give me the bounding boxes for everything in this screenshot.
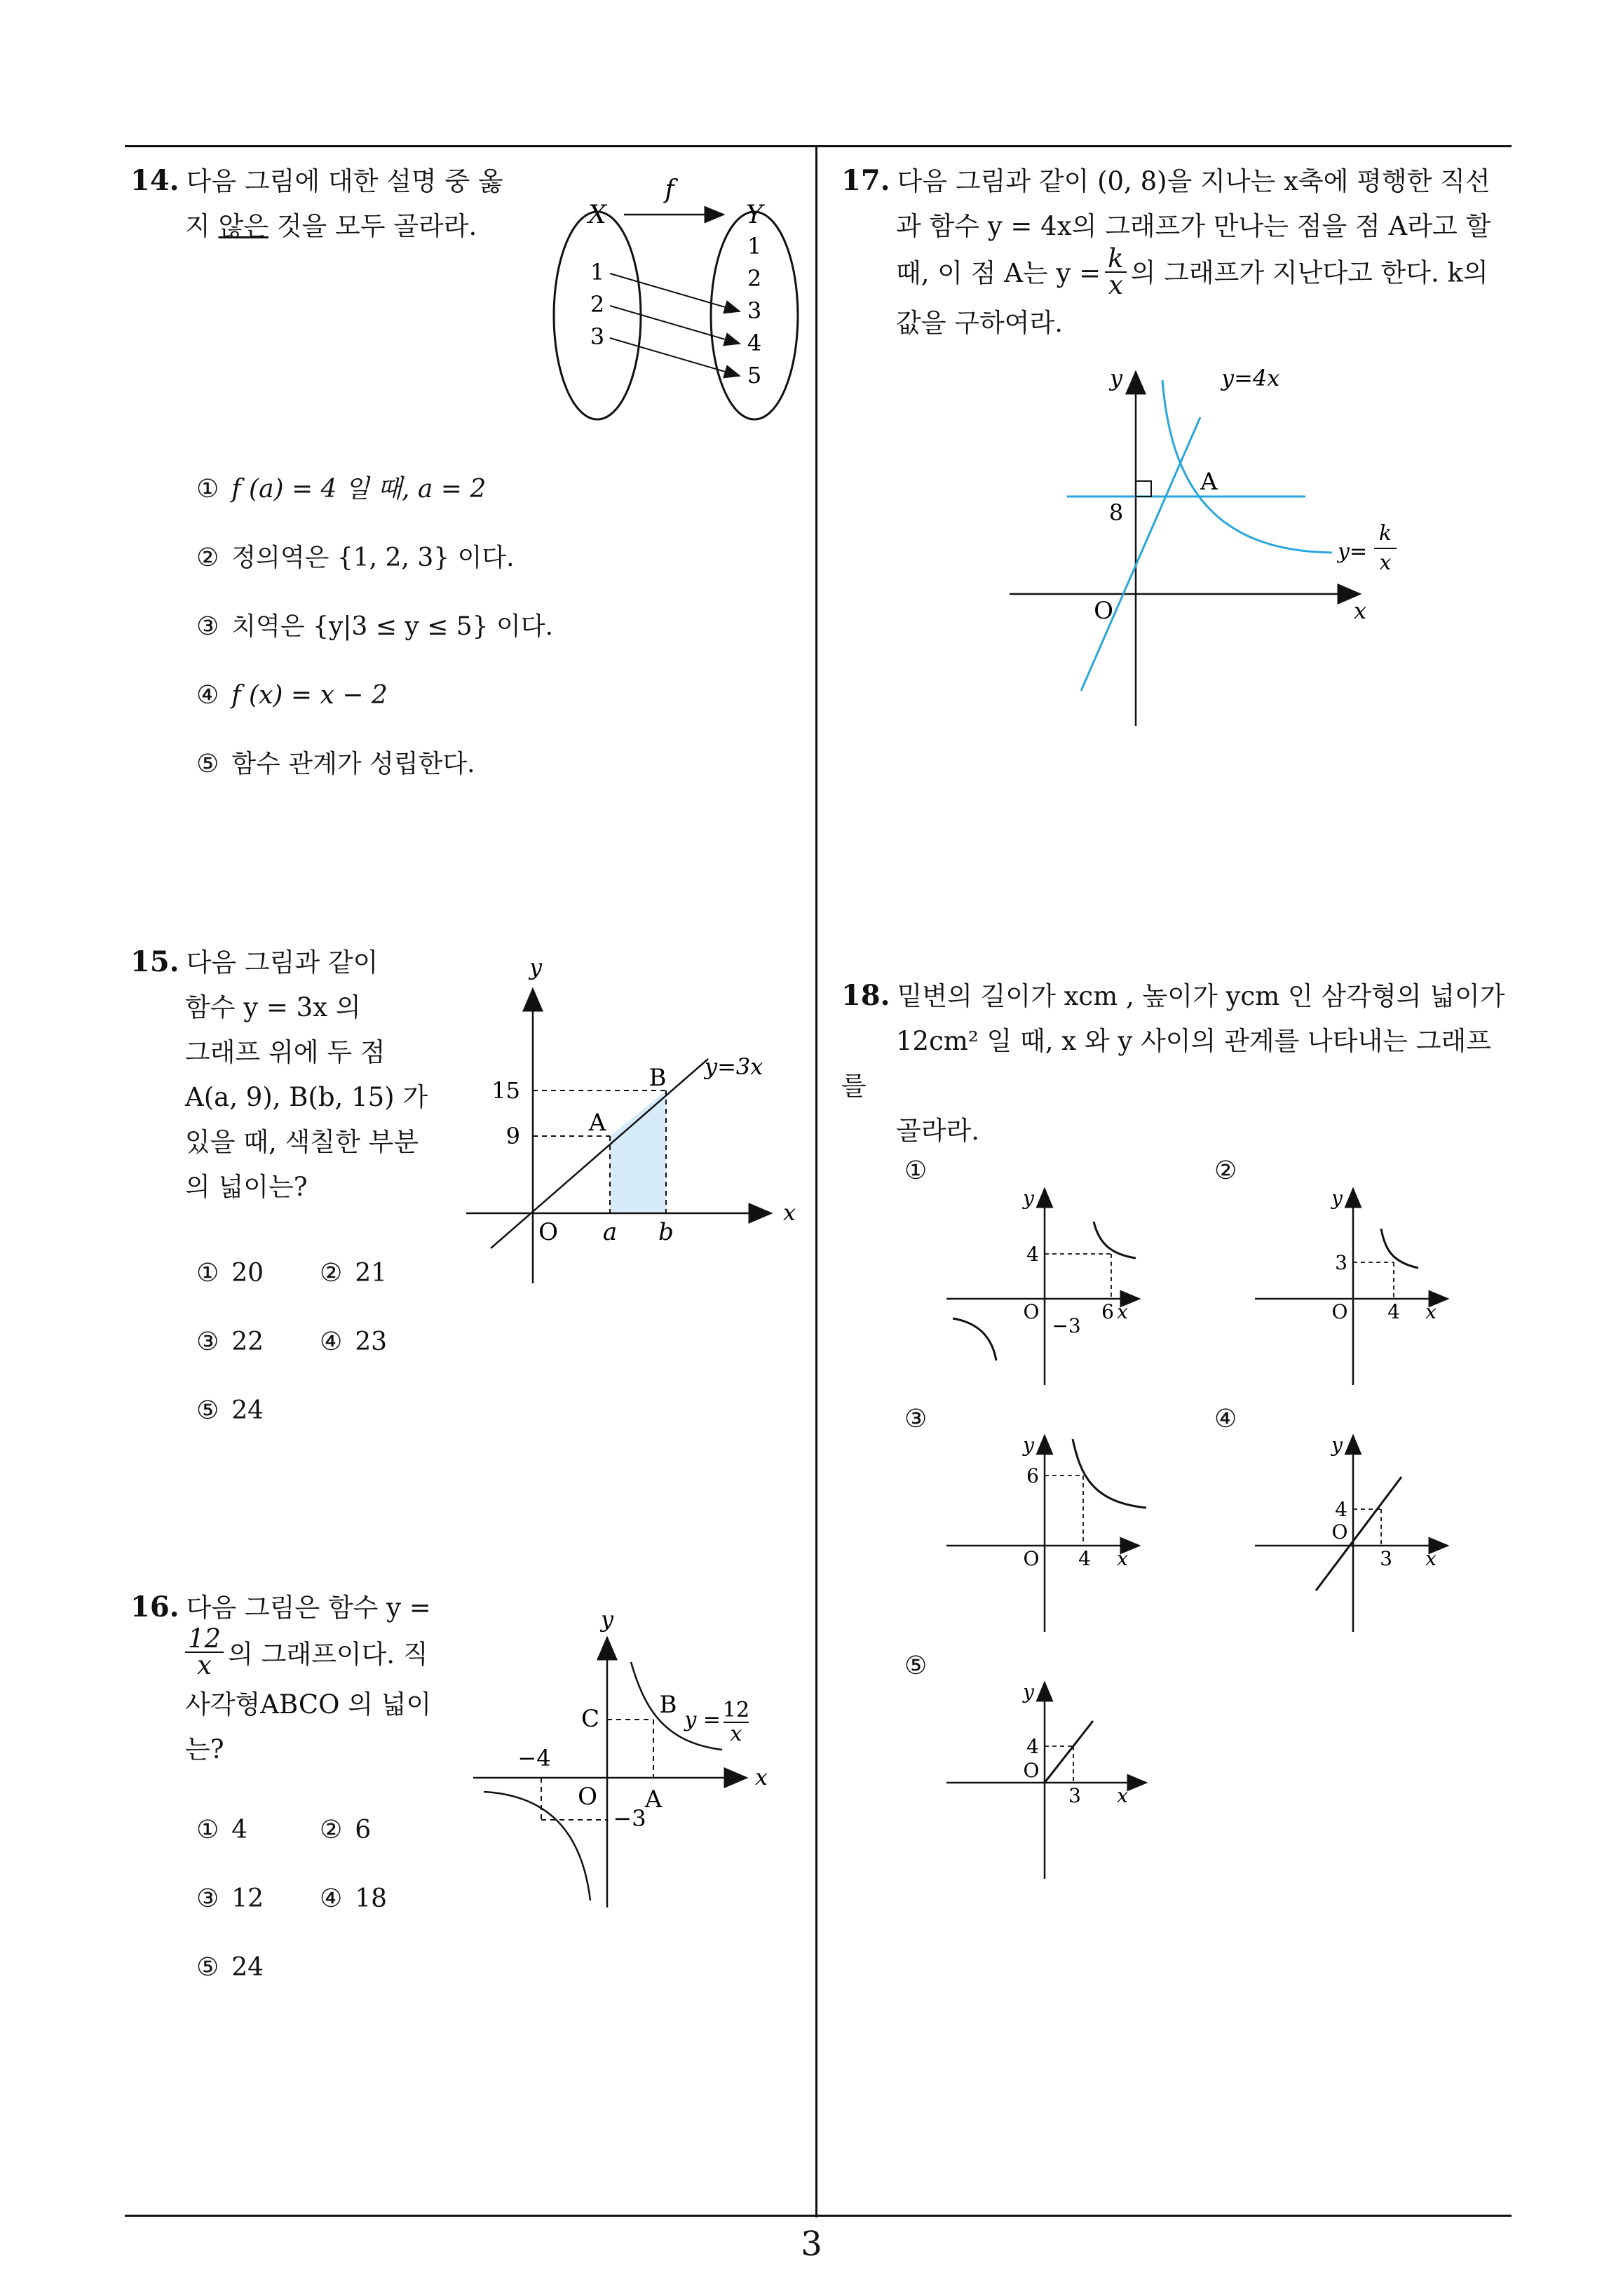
q18-g3-curve: [1073, 1439, 1146, 1508]
q18-g4-tick-4: 4: [1335, 1498, 1347, 1521]
q14-y-4: 4: [747, 330, 762, 356]
q18-g2-tick-3: 3: [1335, 1251, 1347, 1274]
q17-line-4x: [1081, 417, 1200, 691]
q15-line-1: 다음 그림과 같이: [186, 947, 379, 978]
q18-g3-y-label: y: [1023, 1433, 1034, 1457]
q18-g2-origin: O: [1331, 1300, 1348, 1323]
q18-g5-y-label: y: [1023, 1680, 1034, 1703]
q18-g2-x-label: x: [1425, 1300, 1437, 1323]
q16-curve-label: y =: [684, 1708, 721, 1732]
q16-curve-den: x: [730, 1722, 742, 1746]
q18-text-1: 밑변의 길이가 xcm , 높이가 ycm 인 삼각형의 넓이가: [897, 981, 1505, 1011]
q14-x-1: 1: [590, 259, 605, 285]
q14-option-2[interactable]: [196, 541, 515, 575]
q17-curve-num: k: [1378, 521, 1392, 546]
q16-option-5-text: 24: [231, 1953, 264, 1982]
q14-x-2: 2: [590, 291, 605, 318]
q14-Y-label: Y: [746, 201, 763, 229]
q18-g4-tick-3: 3: [1380, 1547, 1392, 1570]
q17-text-4: 값을 구하여라.: [896, 308, 1063, 338]
q15-point-A: A: [588, 1109, 606, 1137]
q16-text-3: 사각형ABCO 의 넓이: [185, 1689, 432, 1720]
q15-option-5-mark: ⑤: [196, 1396, 219, 1425]
bottom-rule: [125, 2215, 1512, 2217]
q18-g1-tick-6: 6: [1101, 1300, 1114, 1323]
q14-stem: [130, 158, 537, 249]
q18-g5-x-label: x: [1117, 1784, 1128, 1807]
q18-g1-y-label: y: [1023, 1187, 1034, 1210]
q16-option-2[interactable]: [320, 1814, 371, 1847]
q18-graph-4[interactable]: [1251, 1432, 1462, 1635]
q16-option-3-text: 12: [231, 1884, 264, 1913]
q14-text-1: 다음 그림에 대한 설명 중 옳: [186, 166, 503, 196]
q14-text-2b: 않은: [218, 211, 269, 241]
q14-arrow-2: [610, 306, 740, 344]
q18-g4-origin: O: [1331, 1520, 1348, 1544]
q18-graph-2[interactable]: [1251, 1185, 1462, 1389]
q18-g5-tick-4: 4: [1026, 1735, 1039, 1758]
q18-g4-line: [1316, 1477, 1401, 1591]
q15-a-label: a: [602, 1218, 618, 1246]
q14-y-1: 1: [747, 233, 762, 259]
q17-curve-label: y=: [1338, 539, 1368, 564]
q17-text-1: 다음 그림과 같이 (0, 8)을 지나는 x축에 평행한 직선: [897, 166, 1490, 196]
q16-frac-den: x: [197, 1650, 212, 1680]
q16-option-4[interactable]: [320, 1882, 387, 1916]
q15-line-label: y=3x: [705, 1053, 763, 1080]
q16-option-4-mark: ④: [320, 1884, 343, 1913]
q18-graph-5[interactable]: [943, 1679, 1153, 1882]
q18-g4-x-label: x: [1425, 1547, 1437, 1570]
q16-point-C: C: [580, 1705, 600, 1733]
q16-text-2: 의 그래프이다. 직: [228, 1639, 428, 1670]
q18-g5-origin: O: [1023, 1759, 1040, 1782]
q17-y-label: y: [1109, 365, 1123, 391]
q14-option-2-text: 정의역은 {1, 2, 3} 이다.: [231, 543, 515, 572]
q17-text-3a: 때, 이 점 A는 y =: [896, 257, 1101, 288]
q18-g2-tick-4: 4: [1387, 1300, 1400, 1323]
q18-text-2: 12cm² 일 때, x 와 y 사이의 관계를 나타내는 그래프를: [841, 1026, 1491, 1101]
q16-hyperbola-q3: [484, 1792, 590, 1900]
q15-line-2: 함수 y = 3x 의: [185, 992, 361, 1022]
q15-option-1-mark: ①: [196, 1259, 219, 1288]
q14-text-2c: 것을 모두 골라라.: [269, 211, 477, 241]
q18-g1-origin: O: [1023, 1300, 1040, 1323]
q18-g1-x-label: x: [1117, 1300, 1128, 1323]
q18-graph-3[interactable]: [943, 1432, 1153, 1635]
column-divider: [815, 145, 817, 2217]
q17-stem: [841, 158, 1514, 346]
q14-arrow-1: [610, 274, 740, 311]
q18-option-3[interactable]: ③: [904, 1405, 928, 1433]
q16-option-1[interactable]: [196, 1814, 247, 1847]
q15-line-5: 있을 때, 색칠한 부분: [185, 1127, 419, 1157]
q14-X-label: X: [588, 201, 606, 229]
q18-option-5[interactable]: ⑤: [904, 1652, 928, 1680]
q14-option-4-text: f (x) = x − 2: [231, 681, 388, 710]
q16-frac-num: 12: [185, 1626, 224, 1653]
q14-option-4-mark: ④: [196, 681, 219, 710]
q15-option-3[interactable]: [196, 1325, 264, 1359]
q18-g4-y-label: y: [1331, 1433, 1343, 1457]
q18-g1-curve-q3: [953, 1318, 996, 1360]
q15-number: 15.: [130, 945, 179, 978]
q18-g1-tick-4: 4: [1026, 1243, 1039, 1266]
q16-point-A: A: [644, 1785, 663, 1814]
q17-frac-num: k: [1105, 246, 1126, 273]
q15-line-6: 의 넓이는?: [185, 1172, 308, 1202]
q17-graph: [1003, 365, 1409, 729]
q14-option-4[interactable]: [196, 679, 388, 713]
page-number: 3: [801, 2224, 822, 2264]
q14-arrow-3: [610, 338, 740, 376]
q14-y-5: 5: [747, 362, 762, 389]
q15-line: [491, 1059, 708, 1248]
q17-number: 17.: [841, 164, 890, 197]
q15-b-label: b: [658, 1218, 674, 1246]
q16-text-1: 다음 그림은 함수 y =: [186, 1593, 431, 1623]
q18-text-3: 골라라.: [896, 1116, 979, 1146]
q16-tick-m3: −3: [613, 1805, 646, 1832]
q18-g3-origin: O: [1023, 1547, 1040, 1570]
q18-option-1[interactable]: ①: [904, 1156, 928, 1185]
q16-option-3[interactable]: [196, 1882, 264, 1916]
q17-x-label: x: [1353, 597, 1367, 624]
q15-origin: O: [538, 1218, 558, 1246]
q17-hyperbola: [1162, 380, 1332, 553]
q14-option-3-mark: ③: [196, 612, 219, 641]
q15-option-2[interactable]: [320, 1257, 387, 1290]
q14-text-2a: 지: [185, 211, 219, 241]
q16-fraction: [185, 1623, 224, 1680]
q15-line-4: A(a, 9), B(b, 15) 가: [185, 1082, 428, 1112]
q15-option-4-text: 23: [355, 1328, 388, 1356]
q16-point-B: B: [659, 1691, 677, 1719]
q15-option-5[interactable]: [196, 1394, 264, 1428]
q18-g5-line: [1045, 1721, 1093, 1783]
q16-x-label: x: [754, 1764, 768, 1790]
q14-option-1-mark: ①: [196, 475, 219, 504]
q14-y-3: 3: [747, 297, 762, 324]
q14-mapping-diagram: [540, 168, 813, 421]
q15-option-3-text: 22: [231, 1328, 264, 1356]
q16-origin: O: [578, 1783, 597, 1811]
q18-g3-tick-4: 4: [1078, 1547, 1091, 1570]
q17-line-label: y=4x: [1221, 365, 1280, 391]
q16-option-1-mark: ①: [196, 1816, 219, 1844]
q16-option-5[interactable]: [196, 1951, 264, 1985]
q15-option-4[interactable]: [320, 1325, 387, 1359]
q17-fraction: [1105, 243, 1126, 300]
q15-option-3-mark: ③: [196, 1328, 219, 1356]
q15-option-2-mark: ②: [320, 1259, 343, 1288]
q16-text-4: 는?: [185, 1734, 224, 1764]
q17-text-3b: 의 그래프가 지난다고 한다. k의: [1130, 257, 1488, 288]
q15-option-4-mark: ④: [320, 1328, 343, 1356]
q14-number: 14.: [130, 164, 179, 197]
q15-x-label: x: [782, 1199, 796, 1226]
q18-option-2[interactable]: ②: [1214, 1156, 1237, 1185]
q15-stem: [130, 940, 439, 1210]
q15-tick-15: 15: [491, 1077, 520, 1104]
q15-line-3: 그래프 위에 두 점: [185, 1037, 386, 1067]
q18-graph-1[interactable]: [943, 1185, 1153, 1389]
q16-option-4-text: 18: [355, 1884, 388, 1913]
q16-stem: [130, 1585, 453, 1772]
q15-shaded-region: [610, 1090, 666, 1213]
q17-curve-den: x: [1379, 551, 1392, 575]
q14-f-label: f: [665, 175, 674, 204]
q18-g3-x-label: x: [1117, 1547, 1128, 1570]
q17-text-2: 과 함수 y = 4x의 그래프가 만나는 점을 점 A라고 할: [896, 211, 1491, 241]
q15-point-B: B: [648, 1064, 667, 1092]
q16-option-2-text: 6: [355, 1816, 372, 1844]
q15-y-label: y: [529, 954, 543, 980]
top-rule: [125, 145, 1512, 147]
q17-tick-8: 8: [1108, 499, 1124, 526]
q14-option-3[interactable]: [196, 610, 553, 644]
q15-option-1-text: 20: [231, 1259, 264, 1288]
q15-tick-9: 9: [505, 1123, 520, 1149]
q14-y-2: 2: [747, 265, 762, 292]
q16-curve-num: 12: [722, 1698, 750, 1722]
q17-origin: O: [1094, 597, 1113, 625]
q18-g5-tick-3: 3: [1068, 1784, 1081, 1807]
q16-tick-m4: −4: [517, 1745, 551, 1771]
q14-option-1-text: f (a) = 4 일 때, a = 2: [231, 475, 487, 504]
q14-x-3: 3: [590, 323, 605, 350]
q14-option-1[interactable]: [196, 473, 486, 506]
q16-option-2-mark: ②: [320, 1816, 343, 1844]
q14-option-5-text: 함수 관계가 성립한다.: [231, 750, 475, 778]
q16-number: 16.: [130, 1591, 179, 1623]
q16-y-label: y: [600, 1606, 614, 1633]
q15-option-2-text: 21: [355, 1259, 388, 1288]
q18-g1-curve-q1: [1094, 1222, 1136, 1258]
q15-option-1[interactable]: [196, 1257, 264, 1290]
q18-g3-tick-6: 6: [1026, 1464, 1039, 1487]
q16-option-1-text: 4: [231, 1816, 248, 1844]
q18-g1-tick-m3: −3: [1052, 1314, 1081, 1337]
q17-point-A: A: [1200, 468, 1218, 496]
q17-frac-den: x: [1108, 270, 1123, 300]
q14-option-2-mark: ②: [196, 543, 219, 572]
q14-option-5-mark: ⑤: [196, 750, 219, 778]
q18-stem: [841, 973, 1514, 1154]
q18-option-4[interactable]: ④: [1214, 1405, 1237, 1433]
q14-option-5[interactable]: [196, 748, 475, 781]
q16-graph: [470, 1606, 799, 1929]
q18-number: 18.: [841, 979, 890, 1012]
q18-g2-y-label: y: [1331, 1187, 1343, 1210]
q16-option-5-mark: ⑤: [196, 1953, 219, 1982]
q15-option-5-text: 24: [231, 1396, 264, 1425]
q14-option-3-text: 치역은 {y|3 ≤ y ≤ 5} 이다.: [231, 612, 554, 641]
q15-graph: [463, 954, 799, 1290]
q16-option-3-mark: ③: [196, 1884, 219, 1913]
